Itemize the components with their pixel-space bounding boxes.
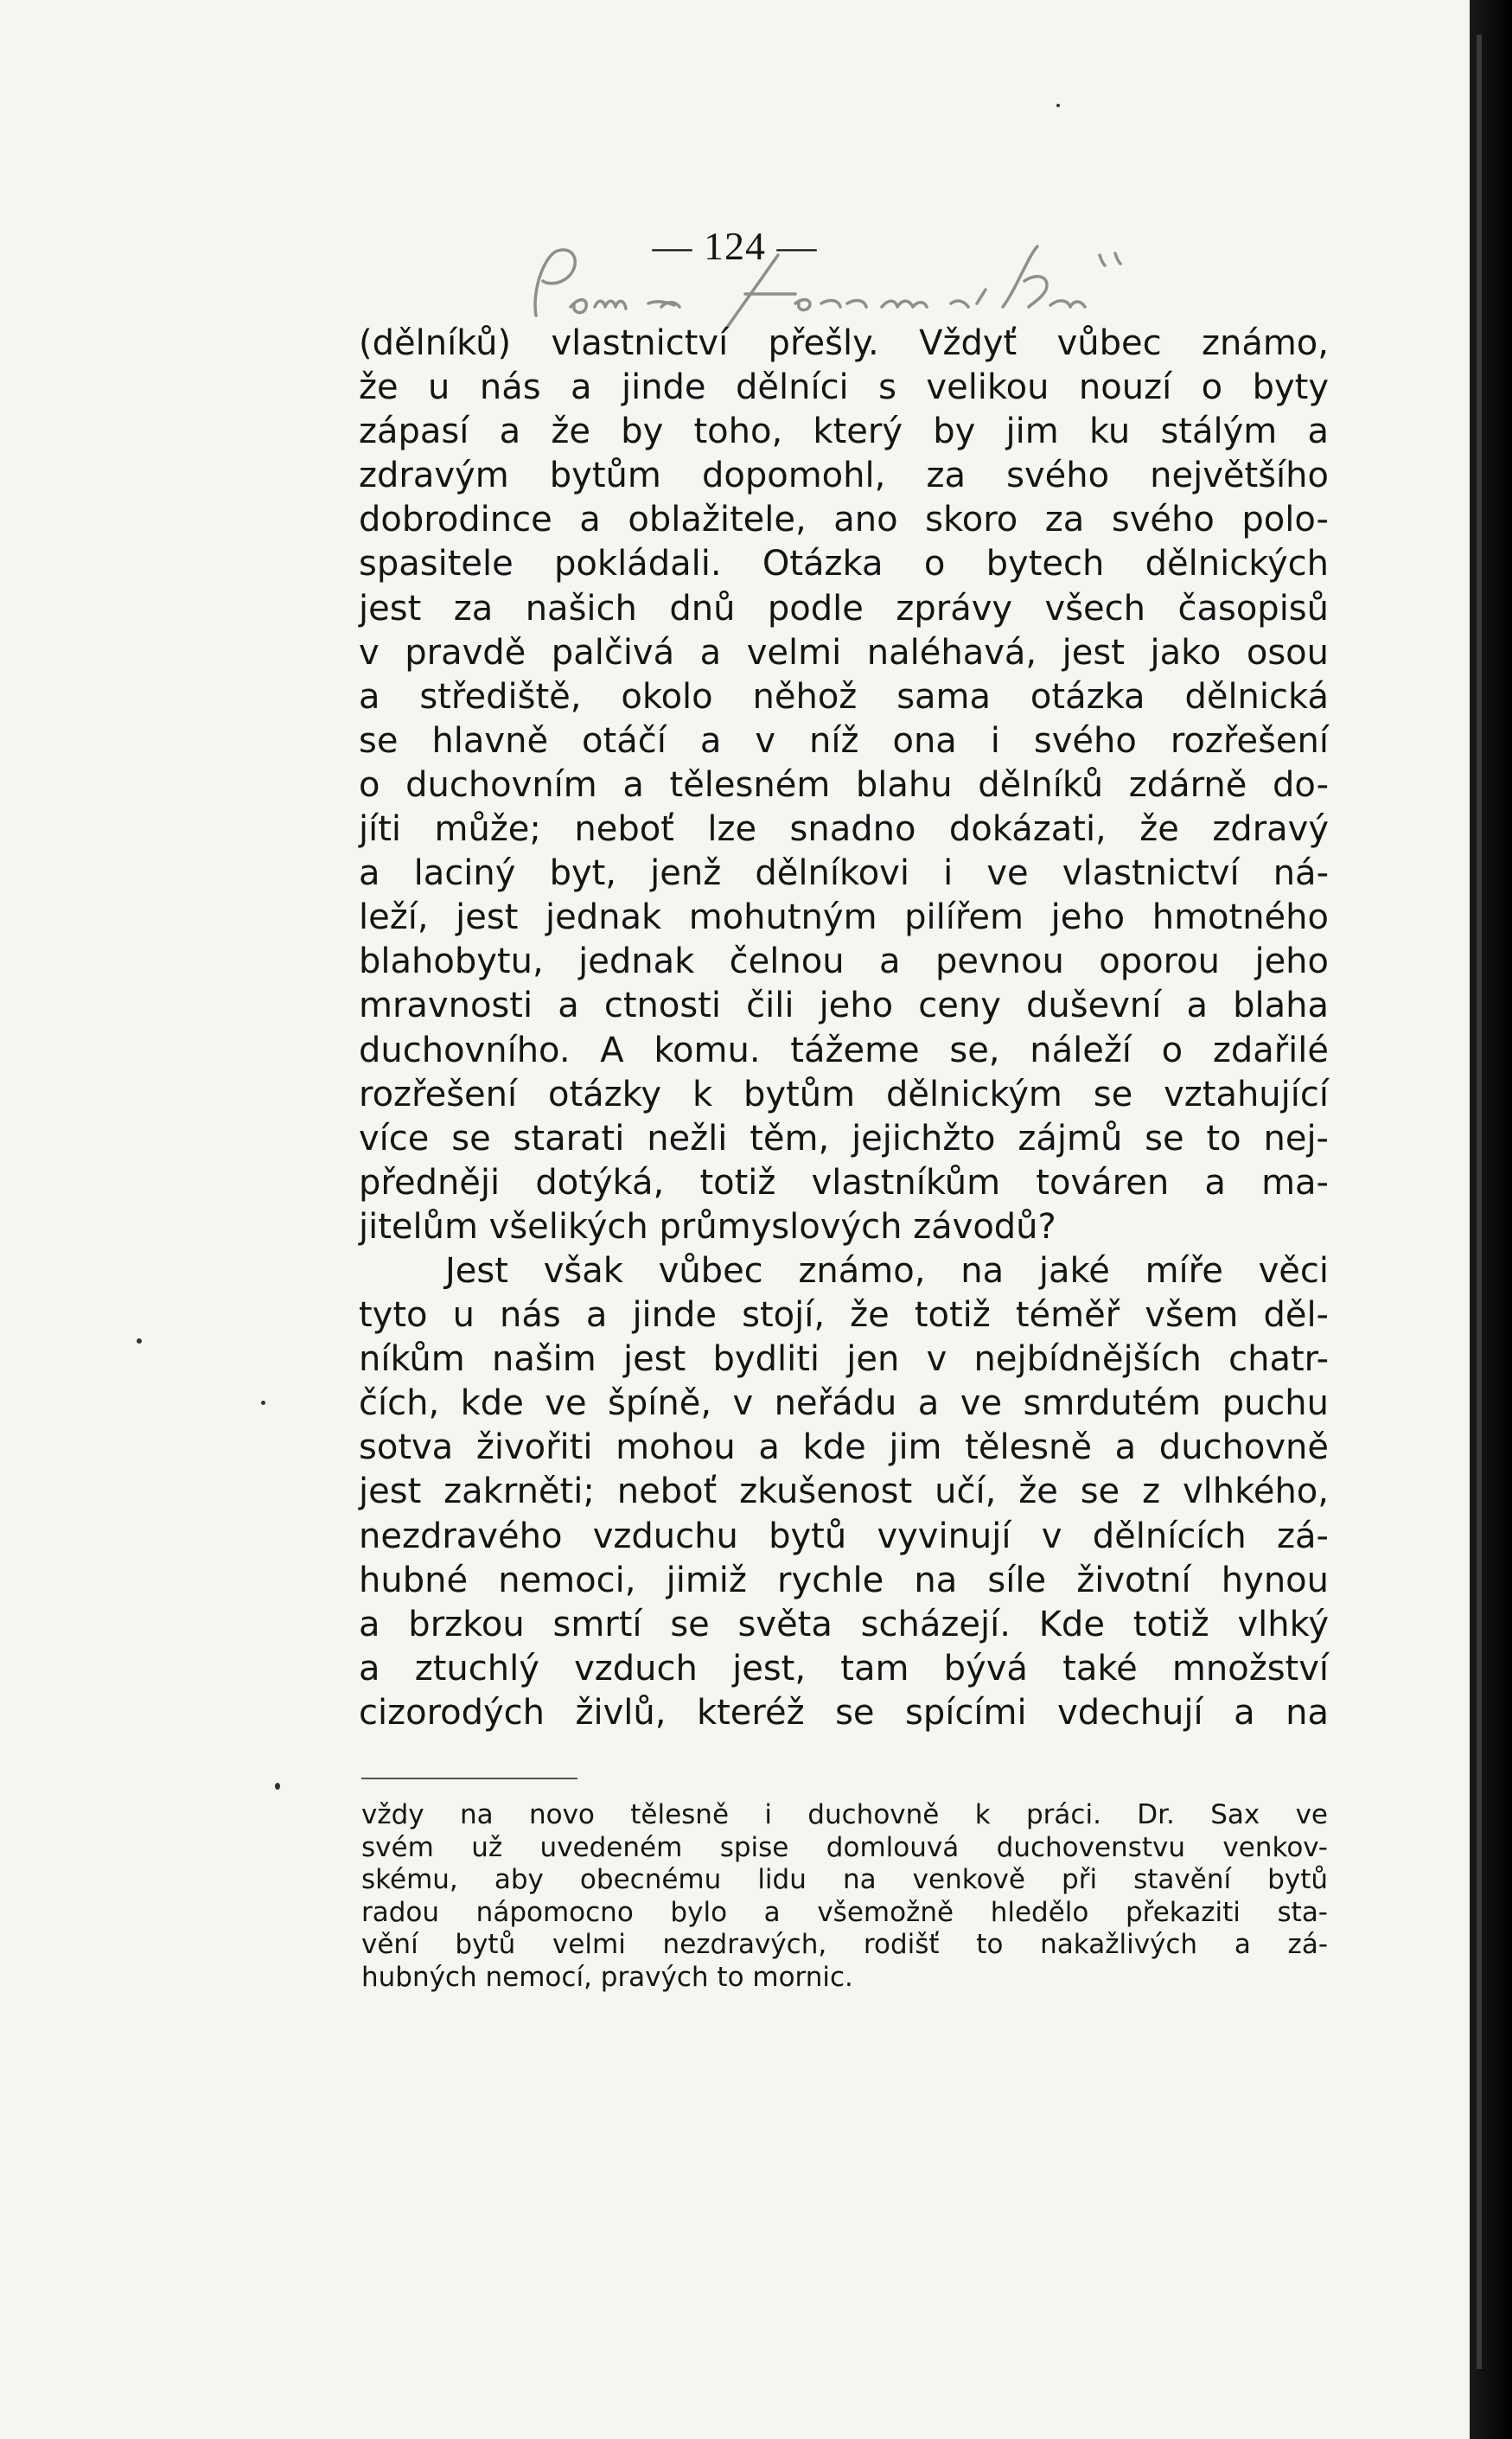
text-line: čích, kde ve špíně, v neřádu a ve smrdutém puchu — [359, 1383, 1329, 1424]
text-line: jest za našich dnů podle zprávy všech časopisů — [359, 588, 1329, 629]
page-number: — 124 — — [652, 224, 818, 268]
binding-stripe — [1477, 35, 1482, 2369]
text-line: a laciný byt, jenž dělníkovi i ve vlastnictví ná- — [359, 853, 1329, 894]
text-line: blahobytu, jednak čelnou a pevnou oporou jeho — [359, 942, 1329, 982]
footnote-line: vždy na novo tělesně i duchovně k práci. Dr. Sax ve — [361, 1799, 1328, 1830]
text-line: jitelům všelikých průmyslových závodů? — [359, 1206, 1056, 1247]
text-line: více se starati nežli těm, jejichžto zájmů se to nej- — [359, 1118, 1329, 1159]
margin-speck — [261, 1401, 265, 1405]
footnote-line: vění bytů velmi nezdravých, rodišť to nakažlivých a zá- — [361, 1929, 1328, 1960]
text-line: předněji dotýká, totiž vlastníkům továren a ma- — [359, 1162, 1329, 1203]
text-line: duchovního. A komu. tážeme se, náleží o zdařilé — [359, 1030, 1329, 1070]
margin-speck — [1056, 104, 1060, 107]
footnote-line: radou nápomocno bylo a všemožně hledělo překaziti sta- — [361, 1896, 1328, 1928]
text-line: rozřešení otázky k bytům dělnickým se vztahující — [359, 1074, 1329, 1114]
text-line: mravnosti a ctnosti čili jeho ceny duševní a blaha — [359, 986, 1329, 1026]
text-line: o duchovním a tělesném blahu dělníků zdárně do- — [359, 764, 1329, 805]
footnote-line: hubných nemocí, pravých to mornic. — [361, 1961, 853, 1993]
text-line: tyto u nás a jinde stojí, že totiž téměř všem děl- — [359, 1295, 1329, 1336]
text-line: zdravým bytům dopomohl, za svého největšího — [359, 456, 1329, 496]
page-edge-shadow — [1470, 0, 1512, 2439]
text-line: dobrodince a oblažitele, ano skoro za svého polo- — [359, 500, 1329, 540]
text-line: sotva živořiti mohou a kde jim tělesně a duchovně — [359, 1427, 1329, 1468]
text-line: a střediště, okolo něhož sama otázka dělnická — [359, 676, 1329, 717]
text-line: v pravdě palčivá a velmi naléhavá, jest jako osou — [359, 632, 1329, 673]
text-line: cizorodých živlů, kteréž se spícími vdechují a na — [359, 1692, 1329, 1733]
text-line-paragraph-start: Jest však vůbec známo, na jaké míře věci — [445, 1250, 1329, 1291]
text-line: zápasí a že by toho, který by jim ku stálým a — [359, 412, 1329, 452]
footnote — [361, 1799, 1328, 1994]
text-line: jíti může; neboť lze snadno dokázati, že zdravý — [359, 809, 1329, 850]
text-line: jest zakrněti; neboť zkušenost učí, že se z vlhkého, — [359, 1472, 1329, 1512]
text-line: leží, jest jednak mohutným pilířem jeho hmotného — [359, 897, 1329, 938]
footnote-line: skému, aby obecnému lidu na venkově při stavění bytů — [361, 1864, 1328, 1895]
footnote-line: svém už uvedeném spise domlouvá duchovenstvu venkov- — [361, 1831, 1328, 1863]
text-line: níkům našim jest bydliti jen v nejbídnějších chatr- — [359, 1339, 1329, 1380]
margin-speck — [137, 1338, 142, 1344]
margin-speck — [275, 1783, 280, 1790]
footnote-divider — [361, 1778, 577, 1779]
text-line: nezdravého vzduchu bytů vyvinují v dělnících zá- — [359, 1516, 1329, 1556]
text-line: spasitele pokládali. Otázka o bytech dělnických — [359, 544, 1329, 584]
text-line: a brzkou smrtí se světa scházejí. Kde totiž vlhký — [359, 1604, 1329, 1644]
text-line: a ztuchlý vzduch jest, tam bývá také množství — [359, 1648, 1329, 1689]
text-line: (dělníků) vlastnictví přešly. Vždyť vůbec známo, — [359, 323, 1329, 363]
text-line: hubné nemoci, jimiž rychle na síle životní hynou — [359, 1560, 1329, 1600]
main-text — [359, 322, 1329, 1735]
text-line: se hlavně otáčí a v níž ona i svého rozřešení — [359, 720, 1329, 761]
text-line: že u nás a jinde dělníci s velikou nouzí o byty — [359, 367, 1329, 408]
